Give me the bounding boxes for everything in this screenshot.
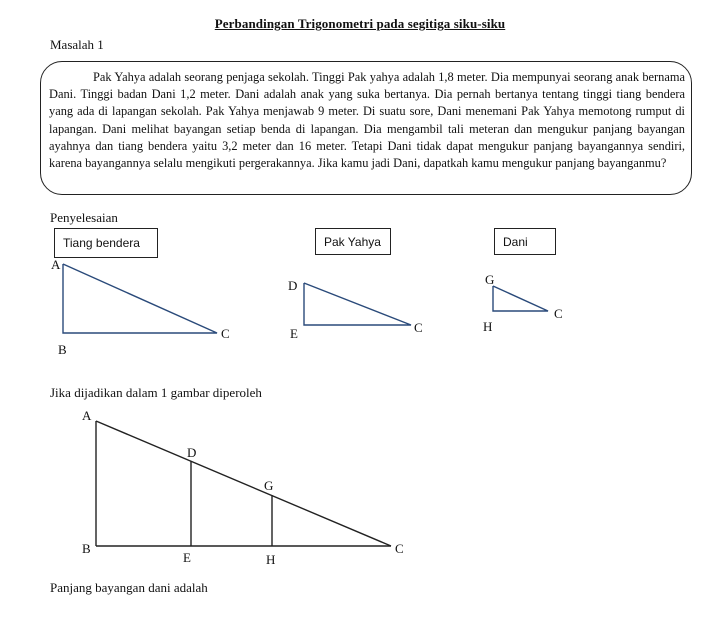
label-box-dani: Dani bbox=[494, 228, 556, 255]
vertex-label-h: H bbox=[483, 319, 493, 334]
solution-heading: Penyelesaian bbox=[50, 210, 118, 225]
vertex-label-c-2: C bbox=[414, 320, 423, 335]
problem-heading: Masalah 1 bbox=[50, 37, 104, 52]
label-box-pak-yahya: Pak Yahya bbox=[315, 228, 391, 255]
closing-text: Panjang bayangan dani adalah bbox=[50, 580, 208, 595]
combined-triangle bbox=[82, 408, 404, 567]
combined-label-c: C bbox=[395, 541, 404, 556]
vertex-label-g: G bbox=[485, 272, 495, 287]
triangle-abc-shape bbox=[63, 264, 217, 333]
triangle-tiang-bendera bbox=[51, 257, 230, 357]
label-box-tiang-bendera: Tiang bendera bbox=[54, 228, 158, 258]
triangle-ghc-shape bbox=[493, 286, 548, 311]
vertex-label-c-3: C bbox=[554, 306, 563, 321]
combined-label-e: E bbox=[183, 550, 191, 565]
combined-label-h: H bbox=[266, 552, 276, 567]
combined-label-a: A bbox=[82, 408, 92, 423]
triangle-dani bbox=[483, 272, 563, 334]
page-title: Perbandingan Trigonometri pada segitiga siku-siku bbox=[214, 16, 506, 31]
segment-ac bbox=[96, 421, 391, 546]
triangle-pak-yahya bbox=[288, 278, 423, 341]
vertex-label-e: E bbox=[290, 326, 298, 341]
combined-label-d: D bbox=[187, 445, 197, 460]
vertex-label-a: A bbox=[51, 257, 61, 272]
vertex-label-b: B bbox=[58, 342, 67, 357]
combined-label-b: B bbox=[82, 541, 91, 556]
vertex-label-c: C bbox=[221, 326, 230, 341]
triangle-dec-shape bbox=[304, 283, 411, 325]
vertex-label-d: D bbox=[288, 278, 298, 293]
problem-text: Pak Yahya adalah seorang penjaga sekolah. Tinggi Pak yahya adalah 1,8 meter. Dia mempunyai seorang anak bernama Dani. Tinggi badan Dani 1,2 meter. Dani adalah anak yang suka bertanya. Dia pernah bertanya tentang tinggi tiang bendera yang ada di lapangan sekolah. Pak Yahya menjawab 9 meter. Di suatu sore, Dani menemani Pak Yahya memotong rumput di lapangan. Dani melihat bayangan setiap benda di lapangan. Dia mengambil tali meteran dan mengukur panjang bayangan ayahnya dan tiang bendera yaitu 3,2 meter dan 16 meter. Tetapi Dani tidak dapat mengukur panjang bayangannya sendiri, karena bayangannya selalu mengikuti pergerakannya. Jika kamu jadi Dani, dapatkah kamu mengukur panjang bayanganmu? bbox=[49, 70, 685, 171]
combined-intro-text: Jika dijadikan dalam 1 gambar diperoleh bbox=[50, 385, 262, 400]
combined-label-g: G bbox=[264, 478, 274, 493]
